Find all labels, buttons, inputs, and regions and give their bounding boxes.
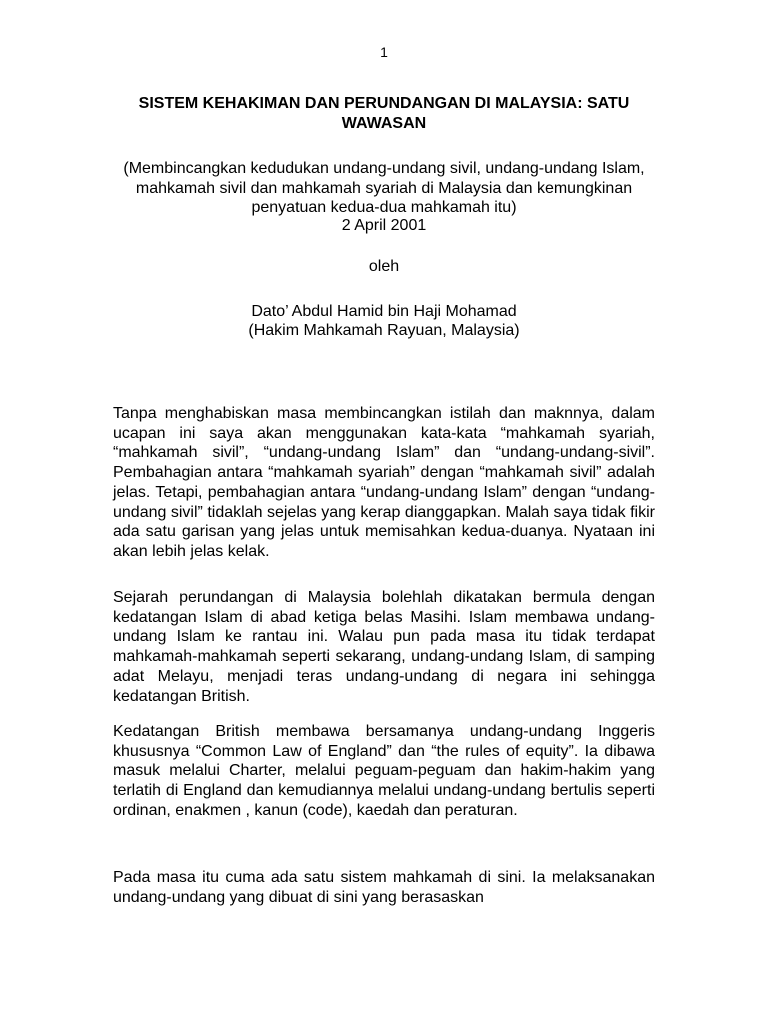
document-subtitle: (Membincangkan kedudukan undang-undang sivil, undang-undang Islam, mahkamah sivil dan mahkamah syariah di Malaysia dan kemungkinan penyatuan kedua-dua mahkamah itu) [123, 160, 645, 216]
page-number: 1 [380, 44, 388, 60]
author-role: (Hakim Mahkamah Rayuan, Malaysia) [248, 322, 520, 339]
paragraph-2: Sejarah perundangan di Malaysia bolehlah dikatakan bermula dengan kedatangan Islam di abad ketiga belas Masihi. Islam membawa undang-undang Islam ke rantau ini. Walau pun pada masa itu tidak terdapat mahkamah-mahkamah seperti sekarang, undang-undang Islam, di samping adat Melayu, menjadi teras undang-undang di negara ini sehingga kedatangan British. [113, 589, 655, 705]
document-date: 2 April 2001 [341, 217, 427, 234]
byline-label: oleh [368, 258, 400, 275]
author-name: Dato’ Abdul Hamid bin Haji Mohamad [251, 303, 517, 320]
paragraph-1: Tanpa menghabiskan masa membincangkan istilah dan maknnya, dalam ucapan ini saya akan menggunakan kata-kata “mahkamah syariah, “mahkamah sivil”, “undang-undang Islam” dan “undang-undang-sivil”. Pembahagian antara “mahkamah syariah” dengan “mahkamah sivil” adalah jelas. Tetapi, pembahagian antara “undang-undang Islam” dengan “undang-undang sivil” tidaklah sejelas yang kerap dianggapkan. Malah saya tidak fikir ada satu garisan yang jelas untuk memisahkan kedua-duanya. Nyataan ini akan lebih jelas kelak. [113, 405, 655, 560]
paragraph-4: Pada masa itu cuma ada satu sistem mahkamah di sini. Ia melaksanakan undang-undang yang dibuat di sini yang berasaskan [113, 869, 655, 906]
paragraph-3: Kedatangan British membawa bersamanya undang-undang Inggeris khususnya “Common Law of England” dan “the rules of equity”. Ia dibawa masuk melalui Charter, melalui peguam-peguam dan hakim-hakim yang terlatih di England dan kemudiannya melalui undang-undang bertulis seperti ordinan, enakmen , kanun (code), kaedah dan peraturan. [113, 723, 655, 819]
document-title: SISTEM KEHAKIMAN DAN PERUNDANGAN DI MALAYSIA: SATU WAWASAN [138, 95, 630, 132]
